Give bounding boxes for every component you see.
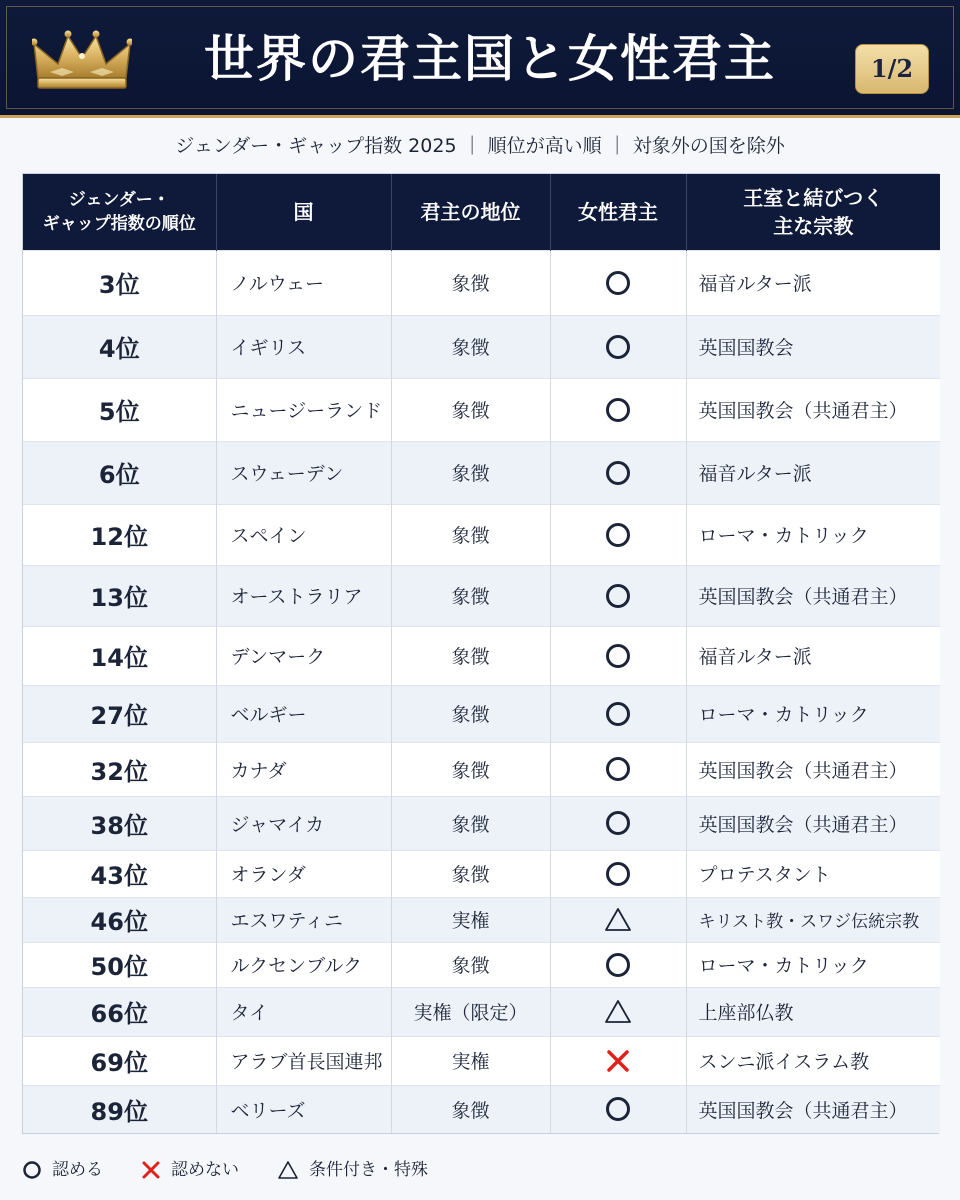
religion-cell: 福音ルター派	[686, 626, 940, 685]
circle-icon	[604, 951, 632, 979]
female-monarch-cell	[550, 897, 686, 942]
table-row	[23, 504, 940, 565]
legend-yes-label: 認める	[52, 1160, 103, 1180]
country-cell: ジャマイカ	[216, 796, 391, 850]
status-cell: 象徴	[391, 315, 550, 378]
religion-cell: 英国国教会（共通君主）	[686, 1085, 940, 1133]
religion-cell: 福音ルター派	[686, 250, 940, 315]
status-cell: 実権	[391, 1036, 550, 1085]
status-cell: 実権（限定）	[391, 987, 550, 1036]
rank-cell: 32位	[23, 742, 216, 796]
rank-cell: 69位	[23, 1036, 216, 1085]
status-cell: 象徴	[391, 378, 550, 441]
table-row	[23, 315, 940, 378]
rank-cell: 66位	[23, 987, 216, 1036]
legend-no-label: 認めない	[171, 1160, 239, 1180]
circle-icon	[604, 459, 632, 487]
circle-icon	[604, 1095, 632, 1123]
status-cell: 象徴	[391, 250, 550, 315]
country-cell: オーストラリア	[216, 565, 391, 626]
female-monarch-cell	[550, 796, 686, 850]
country-cell: オランダ	[216, 850, 391, 897]
status-cell: 象徴	[391, 565, 550, 626]
triangle-icon	[277, 1160, 299, 1180]
country-cell: カナダ	[216, 742, 391, 796]
country-cell: ベリーズ	[216, 1085, 391, 1133]
circle-icon	[604, 396, 632, 424]
status-cell: 象徴	[391, 742, 550, 796]
rank-cell: 43位	[23, 850, 216, 897]
religion-cell: ローマ・カトリック	[686, 685, 940, 742]
table-row	[23, 441, 940, 504]
legend-item-no	[141, 1152, 239, 1188]
female-monarch-cell	[550, 850, 686, 897]
table-row	[23, 565, 940, 626]
female-monarch-cell	[550, 987, 686, 1036]
header-rank-line1: ジェンダー・	[68, 189, 170, 210]
table-row	[23, 987, 940, 1036]
page-subtitle: ジェンダー・ギャップ指数 2025 ｜ 順位が高い順 ｜ 対象外の国を除外	[175, 135, 785, 157]
status-cell: 象徴	[391, 796, 550, 850]
country-cell: ニュージーランド	[216, 378, 391, 441]
religion-cell: 英国国教会（共通君主）	[686, 796, 940, 850]
header-rank-line2: ギャップ指数の順位	[42, 213, 196, 234]
page-indicator-badge: 1/2	[855, 44, 929, 94]
status-cell: 象徴	[391, 942, 550, 987]
country-cell: ベルギー	[216, 685, 391, 742]
circle-icon	[22, 1160, 42, 1180]
status-cell: 象徴	[391, 850, 550, 897]
female-monarch-cell	[550, 378, 686, 441]
country-cell: スウェーデン	[216, 441, 391, 504]
religion-cell: キリスト教・スワジ伝統宗教	[686, 897, 940, 942]
circle-icon	[604, 269, 632, 297]
female-monarch-cell	[550, 626, 686, 685]
rank-cell: 13位	[23, 565, 216, 626]
legend	[22, 1152, 922, 1188]
header-religion-line2: 主な宗教	[773, 213, 854, 238]
country-cell: イギリス	[216, 315, 391, 378]
religion-cell: ローマ・カトリック	[686, 504, 940, 565]
circle-icon	[604, 521, 632, 549]
female-monarch-cell	[550, 1036, 686, 1085]
rank-cell: 4位	[23, 315, 216, 378]
religion-cell: ローマ・カトリック	[686, 942, 940, 987]
female-monarch-cell	[550, 504, 686, 565]
table-row	[23, 942, 940, 987]
rank-cell: 50位	[23, 942, 216, 987]
circle-icon	[604, 642, 632, 670]
religion-cell: 福音ルター派	[686, 441, 940, 504]
circle-icon	[604, 860, 632, 888]
female-monarch-cell	[550, 250, 686, 315]
religion-cell: スンニ派イスラム教	[686, 1036, 940, 1085]
rank-cell: 89位	[23, 1085, 216, 1133]
country-cell: デンマーク	[216, 626, 391, 685]
female-monarch-cell	[550, 315, 686, 378]
female-monarch-cell	[550, 742, 686, 796]
header-religion-line1: 王室と結びつく	[743, 185, 884, 210]
page-title: 世界の君主国と女性君主	[204, 29, 776, 88]
monarchy-table	[22, 173, 939, 1134]
table-row	[23, 1036, 940, 1085]
header-rank	[23, 174, 216, 250]
table-header-row	[23, 174, 940, 250]
legend-conditional-label: 条件付き・特殊	[309, 1160, 428, 1180]
status-cell: 象徴	[391, 1085, 550, 1133]
rank-cell: 38位	[23, 796, 216, 850]
table-row	[23, 378, 940, 441]
circle-icon	[604, 333, 632, 361]
religion-cell: 英国国教会（共通君主）	[686, 742, 940, 796]
triangle-icon	[603, 906, 633, 934]
circle-icon	[604, 755, 632, 783]
female-monarch-cell	[550, 441, 686, 504]
rank-cell: 14位	[23, 626, 216, 685]
country-cell: タイ	[216, 987, 391, 1036]
header-banner	[0, 0, 960, 118]
table-row	[23, 742, 940, 796]
table-row	[23, 1085, 940, 1133]
status-cell: 実権	[391, 897, 550, 942]
header-religion	[686, 174, 940, 250]
rank-cell: 12位	[23, 504, 216, 565]
country-cell: スペイン	[216, 504, 391, 565]
crown-icon	[32, 28, 132, 92]
status-cell: 象徴	[391, 626, 550, 685]
religion-cell: 英国国教会（共通君主）	[686, 565, 940, 626]
status-cell: 象徴	[391, 441, 550, 504]
cross-icon	[141, 1160, 161, 1180]
table-row	[23, 250, 940, 315]
female-monarch-cell	[550, 942, 686, 987]
religion-cell: 英国国教会	[686, 315, 940, 378]
religion-cell: 上座部仏教	[686, 987, 940, 1036]
religion-cell: プロテスタント	[686, 850, 940, 897]
country-cell: アラブ首長国連邦	[216, 1036, 391, 1085]
table-row	[23, 850, 940, 897]
rank-cell: 6位	[23, 441, 216, 504]
circle-icon	[604, 700, 632, 728]
legend-item-yes	[22, 1152, 103, 1188]
header-country: 国	[216, 174, 391, 250]
circle-icon	[604, 582, 632, 610]
status-cell: 象徴	[391, 685, 550, 742]
circle-icon	[604, 809, 632, 837]
cross-icon	[604, 1047, 632, 1075]
country-cell: ノルウェー	[216, 250, 391, 315]
rank-cell: 3位	[23, 250, 216, 315]
female-monarch-cell	[550, 1085, 686, 1133]
country-cell: ルクセンブルク	[216, 942, 391, 987]
female-monarch-cell	[550, 685, 686, 742]
status-cell: 象徴	[391, 504, 550, 565]
rank-cell: 27位	[23, 685, 216, 742]
female-monarch-cell	[550, 565, 686, 626]
rank-cell: 46位	[23, 897, 216, 942]
table-row	[23, 626, 940, 685]
header-status: 君主の地位	[391, 174, 550, 250]
table-row	[23, 796, 940, 850]
triangle-icon	[603, 998, 633, 1026]
header-female-monarch: 女性君主	[550, 174, 686, 250]
country-cell: エスワティニ	[216, 897, 391, 942]
rank-cell: 5位	[23, 378, 216, 441]
religion-cell: 英国国教会（共通君主）	[686, 378, 940, 441]
table-row	[23, 897, 940, 942]
table-row	[23, 685, 940, 742]
legend-item-conditional	[277, 1152, 428, 1188]
